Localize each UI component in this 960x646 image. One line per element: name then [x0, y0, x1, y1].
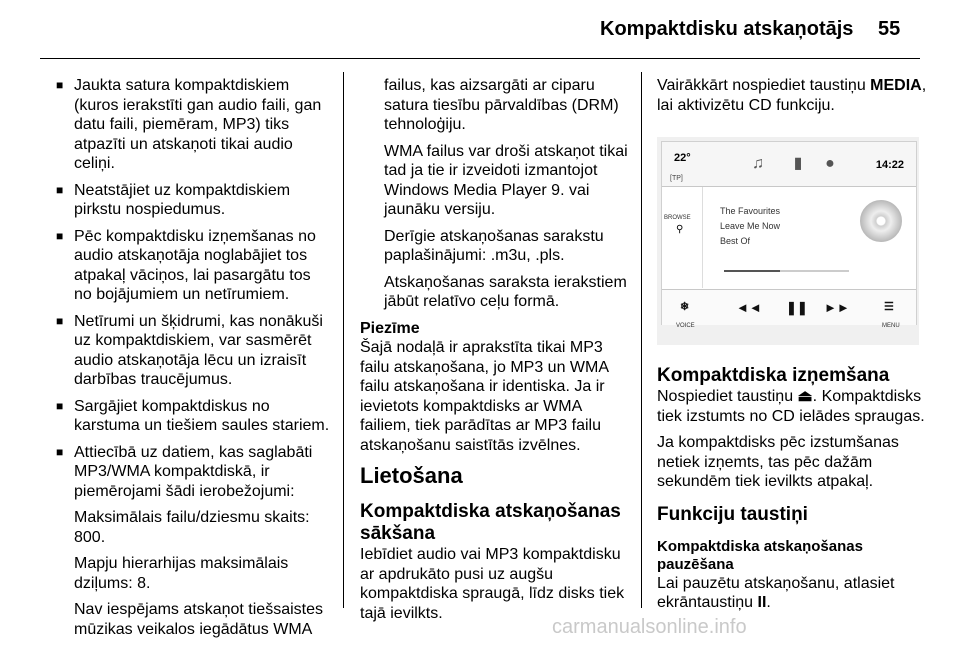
pause-suffix: .: [766, 594, 771, 611]
sub-item: Derīgie atskaņošanas sarakstu paplašinājumi: .m3u, .pls.: [384, 227, 604, 264]
sub-item: WMA failus var droši atskaņot tikai tad ja tie ir izveidoti izmantojot Windows Media Player 9. vai jaunāku versiju.: [384, 142, 628, 218]
pause-paragraph: [657, 574, 932, 613]
menu-icon: ☰: [884, 301, 894, 313]
screen-bottombar: [662, 289, 916, 329]
column-divider-1: [343, 72, 344, 608]
track-item: Leave Me Now: [720, 221, 781, 231]
track-item: The Favourites: [720, 206, 781, 216]
pause-icon: ❚❚: [786, 300, 808, 315]
intro-paragraph: [657, 76, 932, 115]
bullet-item: ■ Neatstājiet uz kompaktdiskiem pirkstu nospiedumus.: [50, 181, 332, 220]
header-divider: [40, 58, 920, 59]
playback-progress-fill: [724, 270, 780, 272]
bullet-item: ■ Jaukta satura kompaktdiskiem (kuros ierakstīti gan audio faili, gan datu faili, piemēram, MP3) tiks atpazīti un atskaņoti tikai audio celiņi.: [50, 76, 332, 174]
screen-topbar: [662, 142, 916, 187]
bullet-item: ■ Pēc kompaktdisku izņemšanas no audio atskaņotāja noglabājiet tos atpakaļ vāciņos, lai pasargātu tos no bojājumiem un netīrumiem.: [50, 227, 332, 305]
media-key-label: MEDIA: [870, 77, 922, 94]
sub-item: failus, kas aizsargāti ar ciparu satura tiesību pārvaldības (DRM) tehnoloģiju.: [384, 77, 619, 133]
browse-button: [662, 187, 703, 288]
functions-title: Funkciju taustiņi: [657, 503, 808, 525]
column-3: [657, 76, 932, 620]
intro-text-suffix: , lai aktivizētu CD funkciju.: [657, 77, 927, 114]
bullet-item: ■ Attiecībā uz datiem, kas saglabāti MP3/WMA kompaktdiskā, ir piemērojami šādi ierobežojumi:: [50, 443, 332, 502]
section-title: Lietošana: [360, 463, 463, 488]
track-item: Best Of: [720, 236, 751, 246]
voice-icon: ❄: [680, 301, 690, 313]
subsection-text: Iebīdiet audio vai MP3 kompaktdisku ar apdrukāto pusi uz augšu kompaktdiska spraugā, līdz disks tiek tajā ievilkts.: [360, 546, 625, 622]
sub-item: Mapju hierarhijas maksimālais dziļums: 8.: [74, 555, 289, 592]
browse-label: BROWSE: [664, 215, 691, 221]
info-icon: ●: [825, 155, 835, 172]
note-text: Šajā nodaļā ir aprakstīta tikai MP3 failu atskaņošana, jo MP3 un WMA failu atskaņošana ir identiska. Ja ir ievietots kompaktdisks ar WMA failiem, tiek parādītas ar MP3 failu atskaņošanu saistītās izvēlnes.: [360, 339, 609, 454]
voice-label: VOICE: [676, 323, 695, 329]
column-divider-2: [641, 72, 642, 608]
eject-title: Kompaktdiska izņemšana: [657, 365, 890, 386]
sub-item: Maksimālais failu/dziesmu skaits: 800.: [74, 509, 310, 546]
cd-disc-icon: [860, 200, 902, 242]
music-note-icon: ♫: [752, 155, 764, 172]
eject-text: Nospiediet taustiņu: [657, 388, 794, 405]
screen-illustration: [657, 137, 919, 345]
tp-indicator: [TP]: [670, 175, 683, 182]
watermark: carmanualsonline.info: [552, 616, 747, 638]
phone-icon: ▮: [793, 155, 803, 172]
column-2: [360, 76, 632, 630]
note-title: Piezīme: [360, 319, 420, 337]
bullet-item: ■ Netīrumi un šķidrumi, kas nonākuši uz kompaktdiskiem, var sasmērēt audio atskaņotāja lēcu un izraisīt darbības traucējumus.: [50, 312, 332, 390]
page-header-title: Kompaktdisku atskaņotājs: [600, 18, 854, 40]
menu-label: MENU: [882, 323, 900, 329]
pause-text: Lai pauzētu atskaņošanu, atlasiet ekrāntaustiņu: [657, 574, 895, 611]
sub-item: Atskaņošanas saraksta ierakstiem jābūt relatīvo ceļu formā.: [384, 273, 627, 310]
eject-icon: ⏏: [797, 388, 813, 405]
eject-text-2: Ja kompaktdisks pēc izstumšanas netiek izņemts, tas pēc dažām sekundēm tiek ievilkts atpakaļ.: [657, 434, 899, 490]
bullet-item: ■ Sargājiet kompaktdiskus no karstuma un tiešiem saules stariem.: [50, 397, 332, 436]
playback-progress-bar: [724, 270, 849, 272]
eject-paragraph: [657, 387, 932, 426]
temperature-display: 22°: [674, 152, 691, 164]
column-1: [50, 76, 332, 646]
sub-item: Nav iespējams atskaņot tiešsaistes mūzikas veikalos iegādātus WMA: [74, 601, 323, 638]
clock-display: 14:22: [875, 159, 904, 171]
pause-title: Kompaktdiska atskaņošanas pauzēšana: [657, 537, 863, 573]
intro-text: Vairākkārt nospiediet taustiņu: [657, 77, 866, 94]
page-number: 55: [878, 18, 901, 40]
infotainment-screen: [661, 141, 917, 329]
previous-track-icon: ◄◄: [736, 300, 762, 315]
eject-text-suffix: . Kompaktdisks tiek izstumts no CD ielādes spraugas.: [657, 388, 925, 425]
next-track-icon: ►►: [824, 300, 850, 315]
search-icon: ⚲: [676, 224, 684, 235]
subsection-title: Kompaktdiska atskaņošanas sākšana: [360, 501, 621, 544]
pause-symbol-icon: II: [757, 594, 767, 611]
